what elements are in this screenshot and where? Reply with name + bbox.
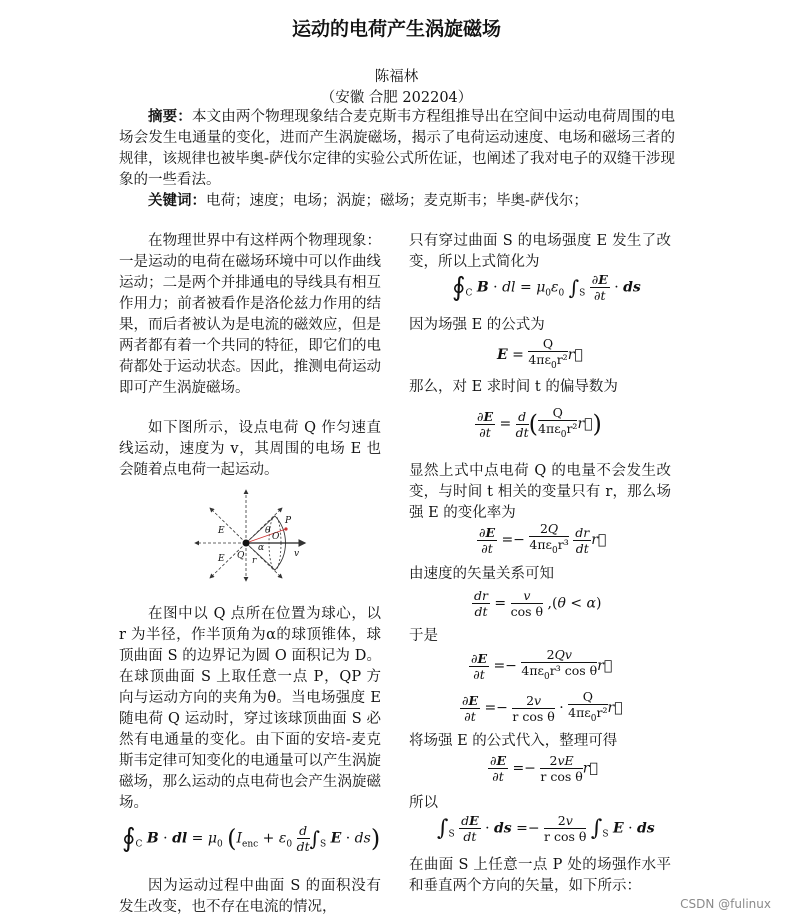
csdn-watermark: CSDN @fulinux bbox=[680, 897, 771, 911]
label-v: v bbox=[294, 549, 300, 559]
author: 陈福林 bbox=[374, 69, 419, 85]
point-p-dot bbox=[284, 527, 287, 530]
left-paragraph-4: 因为运动过程中曲面 S 的面积没有发生改变，也不存在电流的情况， bbox=[119, 878, 381, 915]
equation-field-strength: E = $\frac{Q}{4\pi\varepsilon_0r^2}$ r⃗ bbox=[497, 336, 583, 371]
equation-substituted-1: $\frac{\partial E}{\partial t}$ =− $\frac{2Qv}{4\pi\varepsilon_0r^3 \cos \theta}$ r⃗ bbox=[471, 647, 613, 682]
abstract-label: 摘要： bbox=[148, 108, 192, 125]
keywords bbox=[119, 190, 675, 212]
label-o: O bbox=[272, 532, 280, 542]
right-paragraph-3: 那么，对 E 求时间 t 的偏导数为 bbox=[409, 379, 618, 395]
cone-edge-top bbox=[246, 516, 275, 543]
sphere-cone-figure bbox=[190, 488, 310, 583]
left-paragraph-3: 在图中以 Q 点所在位置为球心，以 r 为半径，作半顶角为α的球顶锥体，球顶曲面 S 的边界记为圆 O 面积记为 D。在球顶曲面 S 上取任意一点 P，QP 方向与运动方向的夹角为θ。当电场强度 E 随电荷 Q 运动时，穿过该球顶曲面 S 必然有电通量的变化。由下面的安培-麦克斯韦定律可知变化的电通量可以产生涡旋磁场，那么运动的点电荷也会产生涡旋磁场。 bbox=[119, 606, 381, 811]
abstract bbox=[119, 106, 675, 191]
label-r: r bbox=[252, 556, 257, 566]
equation-substituted-2: $\frac{\partial E}{\partial t}$ =− $\frac{2v}{\text{r cos θ}}$ · $\frac{Q}{4\pi\varepsilon_0r^2}$ r⃗ bbox=[462, 689, 623, 724]
paper-title: 运动的电荷产生涡旋磁场 bbox=[291, 18, 501, 40]
equation-integral-result: $\int_S$ $\frac{dE}{dt}$ · ds =− $\frac{2v}{\text{r cos θ}}$ $\int_S$ E · ds bbox=[437, 813, 655, 844]
equation-velocity-relation: $\frac{dr}{dt}$ = $\frac{v}{\text{cos θ}}$ ,(θ < α) bbox=[474, 588, 602, 619]
right-paragraph-7: 将场强 E 的公式代入，整理可得 bbox=[409, 733, 618, 749]
label-alpha: α bbox=[258, 543, 265, 553]
left-paragraph-1: 在物理世界中有这样两个物理现象：一是运动的电荷在磁场环境中可以作曲线运动；二是两个并排通电的导线具有相互作用力；前者被看作是洛伦兹力作用的结果，而后者被认为是电流的磁效应，但是两者都有着一个共同的特征，即它们的电荷都处于运动状态。因此，推测电荷运动即可产生涡旋磁场。 bbox=[119, 233, 381, 396]
abstract-text: 本文由两个物理现象结合麦克斯韦方程组推导出在空间中运动电荷周围的电场会发生电通量的变化，进而产生涡旋磁场，揭示了电荷运动速度、电场和磁场三者的规律，该规律也被毕奥-萨伐尔定律的实验公式所佐证，也阐述了我对电子的双缝干涉现象的一些看法。 bbox=[119, 109, 676, 188]
right-paragraph-4: 显然上式中点电荷 Q 的电量不会发生改变，与时间 t 相关的变量只有 r，那么场强 E 的变化率为 bbox=[409, 463, 671, 521]
right-paragraph-5: 由速度的矢量关系可知 bbox=[409, 566, 554, 582]
label-p: P bbox=[285, 516, 292, 526]
affiliation: （安徽 合肥 202204） bbox=[320, 90, 473, 106]
field-line-upleft bbox=[210, 508, 246, 543]
label-theta: θ bbox=[265, 526, 271, 536]
equation-rate-of-change: $\frac{\partial E}{\partial t}$ =− $\frac{2Q}{4\pi\varepsilon_0r^3}$ $\frac{dr}{dt}$ r⃗ bbox=[479, 521, 607, 556]
right-paragraph-1: 只有穿过曲面 S 的电场强度 E 发生了改变，所以上式简化为 bbox=[409, 233, 671, 270]
right-paragraph-8: 所以 bbox=[409, 795, 438, 811]
label-q: Q bbox=[237, 551, 245, 561]
left-paragraph-2: 如下图所示，设点电荷 Q 作匀速直线运动，速度为 v，其周围的电场 E 也会随着点电荷一起运动。 bbox=[119, 420, 381, 478]
equation-ampere-maxwell: $∮_C$ B · dl = $\mu_0$ ($I_{enc} + \varepsilon_0$ $\frac{d}{dt}$ $\int_S$ E · ds) bbox=[122, 823, 381, 854]
equation-partial-derivative: $\frac{\partial E}{\partial t}$ = $\frac{d}{dt}$ ( $\frac{Q}{4\pi\varepsilon_0r^2}$ r⃗) bbox=[477, 405, 602, 440]
equation-result: $\frac{\partial E}{\partial t}$ =− $\frac{2vE}{\text{r cos θ}}$ r⃗ bbox=[490, 753, 598, 784]
keywords-text: 电荷；速度；电场；涡旋；磁场；麦克斯韦；毕奥-萨伐尔； bbox=[206, 193, 588, 209]
keywords-label: 关键词： bbox=[148, 192, 206, 209]
right-paragraph-6: 于是 bbox=[409, 628, 438, 644]
equation-simplified: $∮_C$ B · dl = $\mu_0\varepsilon_0$ $\int_S$ $\frac{\partial E}{\partial t}$ · ds bbox=[452, 272, 641, 303]
charge-q-dot bbox=[243, 540, 250, 547]
right-paragraph-2: 因为场强 E 的公式为 bbox=[409, 317, 545, 333]
label-e-upper: E bbox=[218, 526, 225, 536]
label-e-lower: E bbox=[218, 554, 225, 564]
right-paragraph-9: 在曲面 S 上任意一点 P 处的场强作水平和垂直两个方向的矢量，如下所示： bbox=[409, 857, 671, 894]
